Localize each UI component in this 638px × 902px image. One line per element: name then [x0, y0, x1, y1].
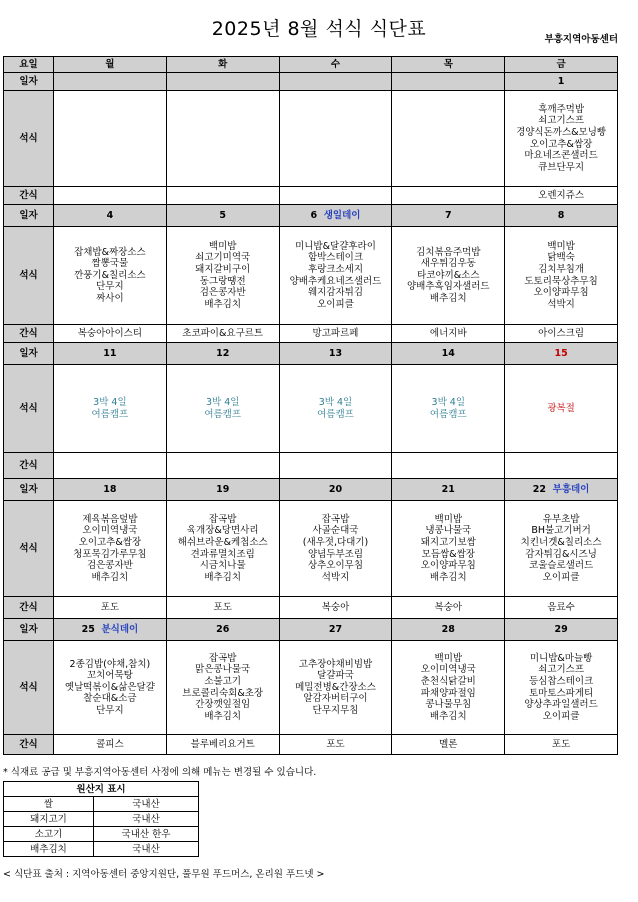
snack-cell	[166, 187, 279, 205]
menu-item: 배추김치	[429, 292, 467, 304]
snack-label: 간식	[4, 453, 54, 479]
menu-item: 찰순대&소금	[83, 693, 137, 705]
dinner-cell	[279, 501, 392, 597]
date-cell	[54, 205, 167, 227]
snack-cell: 초코파이&요구르트	[166, 325, 279, 343]
date-number: 25	[81, 623, 95, 635]
menu-item: 흑깨주먹밥	[538, 103, 585, 115]
snack-cell: 복숭아	[279, 597, 392, 619]
day-name: 화	[166, 57, 279, 73]
menu-item: 소불고기	[204, 675, 242, 687]
dinner-cell	[392, 91, 505, 187]
snack-row	[4, 325, 618, 343]
menu-item: 김치볶음주먹밥	[416, 246, 481, 258]
menu-item: 백미밥	[547, 240, 575, 252]
menu-item: 돼지갈비구이	[195, 263, 251, 275]
menu-item: 오이양파무침	[533, 287, 589, 299]
dinner-row	[4, 365, 618, 453]
dinner-row	[4, 91, 618, 187]
menu-item: 상추오이무침	[307, 560, 364, 572]
date-cell	[505, 479, 618, 501]
dinner-cell	[392, 227, 505, 325]
menu-item: 함박스테이크	[307, 252, 364, 264]
menu-item: 고추장야채비빔밥	[298, 658, 373, 670]
snack-cell: 아이스크림	[505, 325, 618, 343]
menu-item: 견과류멸치조림	[190, 548, 255, 560]
snack-cell: 포도	[505, 735, 618, 755]
date-cell	[279, 479, 392, 501]
snack-cell: 콜피스	[54, 735, 167, 755]
menu-item: 해쉬브라운&케첩소스	[177, 536, 268, 548]
origin-table	[3, 781, 199, 857]
day-name: 금	[505, 57, 618, 73]
date-cell	[279, 343, 392, 365]
menu-item: 배추김치	[429, 571, 467, 583]
menu-item: 배추김치	[204, 710, 242, 722]
date-label: 일자	[4, 205, 54, 227]
menu-item: 간장깻잎절임	[195, 699, 251, 711]
date-number: 15	[554, 347, 568, 359]
date-row	[4, 343, 618, 365]
snack-cell	[392, 453, 505, 479]
date-number: 28	[441, 623, 455, 635]
menu-item: 코울슬로샐러드	[528, 560, 594, 572]
dinner-label: 석식	[4, 91, 54, 187]
menu-item: 석박지	[321, 571, 350, 583]
menu-item: 여름캠프	[204, 408, 242, 420]
date-label: 일자	[4, 619, 54, 641]
date-cell	[166, 73, 279, 91]
menu-item: 오이미역냉국	[82, 525, 138, 537]
menu-item: 등심찹스테이크	[528, 675, 594, 687]
date-number: 6	[310, 209, 318, 221]
snack-cell: 오렌지쥬스	[505, 187, 618, 205]
menu-item: 유부초밥	[542, 513, 580, 525]
menu-item: 타코야끼&소스	[417, 269, 480, 281]
menu-item: 오이피클	[542, 710, 580, 722]
dinner-row	[4, 227, 618, 325]
date-cell	[166, 205, 279, 227]
menu-item: 닭백숙	[547, 252, 575, 264]
date-cell	[279, 205, 392, 227]
menu-item: 경양식돈까스&모닝빵	[516, 126, 607, 138]
snack-row	[4, 597, 618, 619]
menu-item: 광복절	[547, 402, 575, 414]
origin-country: 국내산	[94, 812, 199, 827]
dinner-cell	[54, 365, 167, 453]
dinner-cell	[279, 91, 392, 187]
menu-item: 육개장&당면사리	[186, 525, 259, 537]
menu-item: 배추김치	[204, 298, 242, 310]
menu-item: 꼬치어묵탕	[86, 670, 133, 682]
date-number: 14	[441, 347, 455, 359]
dinner-label: 석식	[4, 641, 54, 735]
dinner-cell	[166, 91, 279, 187]
menu-item: 3박 4일	[318, 396, 353, 408]
origin-item: 소고기	[4, 827, 94, 842]
origin-country: 국내산	[94, 797, 199, 812]
date-number: 29	[554, 623, 568, 635]
snack-cell	[279, 187, 392, 205]
menu-item: 알감자버터구이	[303, 693, 368, 705]
date-number: 12	[216, 347, 230, 359]
dinner-label: 석식	[4, 227, 54, 325]
origin-item: 돼지고기	[4, 812, 94, 827]
snack-label: 간식	[4, 325, 54, 343]
dinner-cell	[54, 91, 167, 187]
date-cell	[392, 479, 505, 501]
dinner-row	[4, 501, 618, 597]
menu-item: 감자튀김&시즈닝	[525, 548, 597, 560]
menu-item: 여름캠프	[91, 408, 129, 420]
origin-heading: 원산지 표시	[4, 782, 199, 797]
menu-item: 석박지	[547, 298, 575, 310]
date-cell	[392, 73, 505, 91]
snack-cell: 블루베리요거트	[166, 735, 279, 755]
dinner-label: 석식	[4, 365, 54, 453]
date-number: 8	[557, 209, 565, 221]
date-number: 4	[106, 209, 114, 221]
origin-row	[4, 842, 199, 857]
dinner-cell	[505, 227, 618, 325]
snack-cell	[166, 453, 279, 479]
dinner-cell	[54, 501, 167, 597]
date-cell	[166, 479, 279, 501]
menu-item: 배추김치	[429, 710, 467, 722]
menu-item: 춘천식닭갈비	[420, 675, 476, 687]
menu-item: 3박 4일	[431, 396, 466, 408]
menu-item: 짬뽕국물	[91, 258, 129, 270]
menu-item: 도토리묵상추무침	[524, 275, 598, 287]
date-row	[4, 479, 618, 501]
menu-item: 웨지감자튀김	[307, 287, 364, 299]
dinner-cell	[166, 227, 279, 325]
menu-item: 오이미역냉국	[420, 664, 476, 676]
menu-item: 배추김치	[204, 571, 242, 583]
date-cell	[54, 479, 167, 501]
menu-item: 쇠고기스프	[538, 115, 585, 127]
menu-item: 여름캠프	[429, 408, 467, 420]
snack-row	[4, 735, 618, 755]
dinner-cell	[166, 365, 279, 453]
day-name: 목	[392, 57, 505, 73]
date-row	[4, 205, 618, 227]
menu-item: 검은콩자반	[199, 287, 246, 299]
date-cell	[54, 73, 167, 91]
origin-row	[4, 827, 199, 842]
menu-item: 미니밥&마늘빵	[529, 652, 593, 664]
menu-item: 배추김치	[91, 571, 129, 583]
snack-cell: 포도	[54, 597, 167, 619]
snack-cell: 복숭아아이스티	[54, 325, 167, 343]
dinner-cell	[392, 641, 505, 735]
origin-row	[4, 797, 199, 812]
menu-item: 오이고추&쌈장	[529, 138, 593, 150]
day-header-row	[4, 57, 618, 73]
menu-item: 잡채밥&짜장소스	[74, 246, 146, 258]
menu-item: 검은콩자반	[86, 560, 133, 572]
change-notice: * 식재료 공급 및 부흥지역아동센터 사정에 의해 메뉴는 변경될 수 있습니다.	[3, 767, 317, 778]
snack-row	[4, 187, 618, 205]
menu-item: 단무지무침	[312, 704, 359, 716]
dinner-cell	[54, 227, 167, 325]
date-number: 1	[557, 75, 565, 87]
date-number: 7	[444, 209, 452, 221]
origin-country: 국내산 한우	[94, 827, 199, 842]
menu-item: 양상추과일샐러드	[524, 699, 598, 711]
menu-item: 단무지	[96, 281, 124, 293]
menu-item: 치킨너겟&칠리소스	[520, 536, 602, 548]
snack-cell: 포도	[166, 597, 279, 619]
date-row	[4, 619, 618, 641]
menu-item: 냉콩나물국	[425, 525, 472, 537]
menu-item: 옛날떡볶이&삶은달걀	[64, 681, 155, 693]
day-name: 수	[279, 57, 392, 73]
menu-table	[3, 56, 618, 755]
date-label: 일자	[4, 479, 54, 501]
origin-row	[4, 812, 199, 827]
date-label: 일자	[4, 73, 54, 91]
date-cell	[392, 619, 505, 641]
menu-item: 잡곡밥	[321, 513, 350, 525]
snack-cell	[54, 453, 167, 479]
date-number: 21	[441, 483, 455, 495]
dinner-cell	[505, 501, 618, 597]
page-title: 2025년 8월 석식 식단표	[211, 18, 427, 40]
menu-item: 토마토스파게티	[528, 687, 594, 699]
dinner-cell	[166, 641, 279, 735]
menu-item: 파채양파절임	[420, 687, 476, 699]
origin-country: 국내산	[94, 842, 199, 857]
menu-item: 3박 4일	[205, 396, 240, 408]
date-number: 13	[328, 347, 343, 359]
menu-item: 시금치나물	[199, 560, 246, 572]
event-label: 부흥데이	[552, 483, 590, 495]
snack-cell: 음료수	[505, 597, 618, 619]
snack-label: 간식	[4, 187, 54, 205]
dinner-label: 석식	[4, 501, 54, 597]
date-cell	[279, 73, 392, 91]
snack-cell: 에너지바	[392, 325, 505, 343]
snack-cell: 포도	[279, 735, 392, 755]
menu-item: 잡곡밥	[208, 513, 237, 525]
menu-item: 브로콜리숙회&초장	[182, 687, 264, 699]
menu-item: 오이양파무침	[420, 560, 476, 572]
date-cell	[392, 205, 505, 227]
menu-item: BH불고기버거	[531, 525, 591, 537]
dinner-cell	[505, 365, 618, 453]
menu-item: 미니밥&달걀후라이	[295, 240, 376, 252]
menu-item: 메밀전병&간장소스	[295, 681, 376, 693]
menu-item: 제육볶음덮밥	[82, 513, 138, 525]
date-number: 22	[532, 483, 547, 495]
date-cell	[392, 343, 505, 365]
menu-item: 김치부침개	[538, 263, 585, 275]
date-number: 27	[328, 623, 343, 635]
menu-item: (새우젓,다대기)	[302, 536, 369, 548]
snack-cell	[54, 187, 167, 205]
date-cell	[505, 73, 618, 91]
date-cell	[505, 205, 618, 227]
menu-item: 양배추케요네즈샐러드	[289, 275, 382, 287]
event-label: 분식데이	[101, 623, 139, 635]
date-cell	[54, 619, 167, 641]
date-number: 5	[219, 209, 226, 221]
snack-label: 간식	[4, 597, 54, 619]
snack-row	[4, 453, 618, 479]
date-number: 26	[216, 623, 230, 635]
menu-item: 달걀파국	[317, 670, 354, 682]
date-label: 일자	[4, 343, 54, 365]
menu-item: 양배추흑임자샐러드	[406, 281, 490, 293]
date-number: 11	[103, 347, 117, 359]
menu-item: 여름캠프	[317, 408, 354, 420]
day-name: 월	[54, 57, 167, 73]
dinner-cell	[166, 501, 279, 597]
dinner-cell	[505, 91, 618, 187]
menu-item: 양념두부조림	[307, 548, 364, 560]
menu-item: 큐브단무지	[538, 161, 585, 173]
date-cell	[505, 619, 618, 641]
snack-cell	[392, 187, 505, 205]
source-note: < 식단표 출처 : 지역아동센터 중앙지원단, 풀무원 푸드머스, 온리원 푸드넷 >	[3, 869, 325, 880]
snack-cell: 망고파르페	[279, 325, 392, 343]
menu-item: 동그랑땡전	[199, 275, 246, 287]
menu-item: 3박 4일	[93, 396, 127, 408]
dinner-cell	[392, 365, 505, 453]
dinner-cell	[392, 501, 505, 597]
menu-item: 백미밥	[434, 513, 463, 525]
menu-item: 쇠고기미역국	[195, 252, 251, 264]
date-cell	[505, 343, 618, 365]
day-label: 요일	[4, 57, 54, 73]
snack-cell	[279, 453, 392, 479]
date-cell	[166, 619, 279, 641]
dinner-row	[4, 641, 618, 735]
date-cell	[54, 343, 167, 365]
menu-item: 사골순대국	[312, 525, 359, 537]
origin-item: 쌀	[4, 797, 94, 812]
date-number: 18	[103, 483, 117, 495]
snack-label: 간식	[4, 735, 54, 755]
date-cell	[279, 619, 392, 641]
menu-item: 단무지	[96, 704, 124, 716]
snack-cell: 복숭아	[392, 597, 505, 619]
dinner-cell	[54, 641, 167, 735]
menu-item: 맑은콩나물국	[195, 664, 251, 676]
dinner-cell	[279, 365, 392, 453]
dinner-cell	[279, 227, 392, 325]
date-cell	[166, 343, 279, 365]
menu-item: 후랑크소세지	[307, 263, 364, 275]
menu-item: 청포묵김가루무침	[73, 548, 147, 560]
menu-item: 새우튀김우동	[420, 258, 476, 270]
snack-cell: 멜론	[392, 735, 505, 755]
menu-item: 돼지고기보쌈	[420, 536, 476, 548]
menu-item: 깐풍기&칠리소스	[74, 269, 146, 281]
menu-item: 오이피클	[317, 298, 354, 310]
menu-item: 콩나물무침	[425, 699, 472, 711]
menu-item: 짜사이	[96, 292, 124, 304]
menu-item: 2종김밥(야채,참치)	[69, 658, 151, 670]
snack-cell	[505, 453, 618, 479]
menu-item: 쇠고기스프	[538, 664, 585, 676]
menu-item: 백미밥	[434, 652, 463, 664]
center-name: 부흥지역아동센터	[544, 34, 618, 45]
dinner-cell	[279, 641, 392, 735]
menu-item: 오이피클	[542, 571, 580, 583]
date-number: 19	[216, 483, 230, 495]
menu-item: 백미밥	[208, 240, 237, 252]
menu-item: 마요네즈콘샐러드	[524, 150, 598, 162]
event-label: 생일데이	[323, 209, 361, 221]
menu-item: 잡곡밥	[208, 652, 237, 664]
menu-item: 모듬쌈&쌈장	[421, 548, 475, 560]
origin-item: 배추김치	[4, 842, 94, 857]
date-row	[4, 73, 618, 91]
date-number: 20	[328, 483, 343, 495]
menu-item: 오이고추&쌈장	[78, 536, 142, 548]
dinner-cell	[505, 641, 618, 735]
